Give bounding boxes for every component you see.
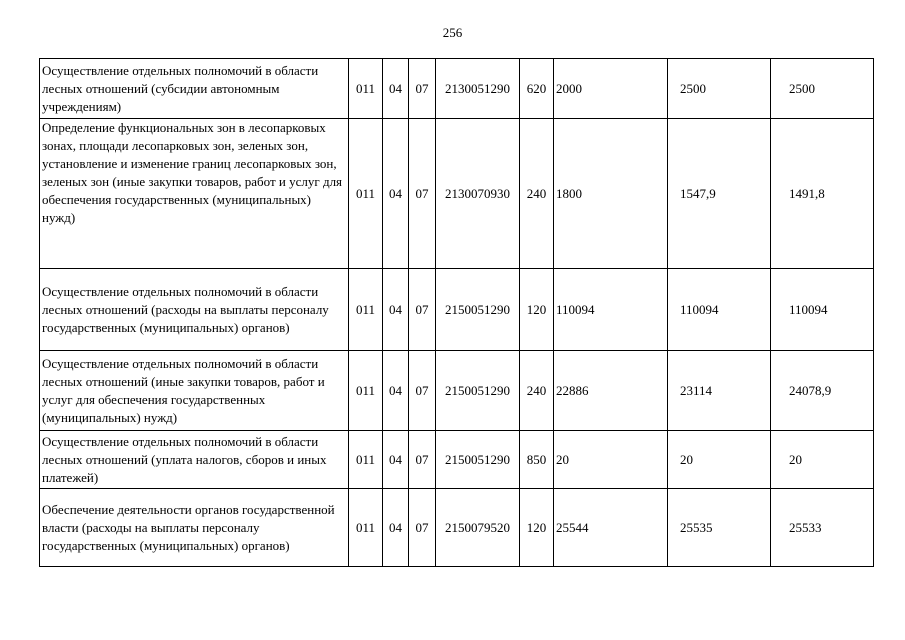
subsection-code-cell: 07	[409, 431, 436, 489]
value-2-cell: 2500	[668, 59, 771, 119]
row-name: Осуществление отдельных полномочий в области лесных отношений (расходы на выплаты персоналу государственных (муниципальных) органов)	[42, 283, 329, 335]
value-3-cell: 1491,8	[771, 119, 874, 269]
target-article-cell: 2130051290	[436, 59, 520, 119]
value-1-cell: 2000	[554, 59, 668, 119]
table-row	[40, 489, 874, 567]
ministry-code-cell: 011	[349, 59, 383, 119]
value-1-cell: 1800	[554, 119, 668, 269]
value-2-cell: 25535	[668, 489, 771, 567]
value-1-cell: 25544	[554, 489, 668, 567]
ministry-code-cell: 011	[349, 431, 383, 489]
expense-type-cell: 240	[520, 119, 554, 269]
target-article-cell: 2150051290	[436, 431, 520, 489]
target-article-cell: 2150051290	[436, 269, 520, 351]
budget-table	[39, 58, 874, 567]
value-3-cell: 20	[771, 431, 874, 489]
value-3-cell: 2500	[771, 59, 874, 119]
target-article-cell: 2130070930	[436, 119, 520, 269]
table-row	[40, 431, 874, 489]
row-name-cell	[40, 351, 349, 431]
expense-type-cell: 620	[520, 59, 554, 119]
table-row	[40, 269, 874, 351]
row-name: Определение функциональных зон в лесопарковых зонах, площади лесопарковых зон, зеленых зон, установление и изменение границ лесопарковых зон, зеленых зон (иные закупки товаров, работ и услуг для обеспечения государственных (муниципальных) нужд)	[42, 120, 343, 225]
ministry-code-cell: 011	[349, 119, 383, 269]
section-code-cell: 04	[383, 351, 409, 431]
target-article-cell: 2150079520	[436, 489, 520, 567]
value-1-cell: 110094	[554, 269, 668, 351]
subsection-code-cell: 07	[409, 269, 436, 351]
row-name: Осуществление отдельных полномочий в области лесных отношений (иные закупки товаров, работ и услуг для обеспечения государственных (муниципальных) нужд)	[42, 355, 325, 425]
table-row	[40, 351, 874, 431]
expense-type-cell: 120	[520, 269, 554, 351]
expense-type-cell: 240	[520, 351, 554, 431]
section-code-cell: 04	[383, 489, 409, 567]
ministry-code-cell: 011	[349, 489, 383, 567]
row-name: Осуществление отдельных полномочий в области лесных отношений (субсидии автономным учреждениям)	[42, 62, 319, 114]
target-article-cell: 2150051290	[436, 351, 520, 431]
subsection-code-cell: 07	[409, 351, 436, 431]
section-code-cell: 04	[383, 431, 409, 489]
table-row	[40, 119, 874, 269]
value-2-cell: 1547,9	[668, 119, 771, 269]
ministry-code-cell: 011	[349, 269, 383, 351]
row-name-cell	[40, 489, 349, 567]
ministry-code-cell: 011	[349, 351, 383, 431]
section-code-cell: 04	[383, 269, 409, 351]
value-3-cell: 25533	[771, 489, 874, 567]
value-2-cell: 20	[668, 431, 771, 489]
row-name-cell	[40, 431, 349, 489]
row-name-cell	[40, 269, 349, 351]
value-2-cell: 110094	[668, 269, 771, 351]
expense-type-cell: 850	[520, 431, 554, 489]
row-name: Осуществление отдельных полномочий в области лесных отношений (уплата налогов, сборов и иных платежей)	[42, 433, 327, 485]
row-name-cell	[40, 119, 349, 269]
row-name-cell	[40, 59, 349, 119]
page-number: 256	[442, 25, 463, 40]
subsection-code-cell: 07	[409, 59, 436, 119]
value-1-cell: 20	[554, 431, 668, 489]
value-1-cell: 22886	[554, 351, 668, 431]
expense-type-cell: 120	[520, 489, 554, 567]
value-2-cell: 23114	[668, 351, 771, 431]
subsection-code-cell: 07	[409, 489, 436, 567]
table-row	[40, 59, 874, 119]
value-3-cell: 110094	[771, 269, 874, 351]
subsection-code-cell: 07	[409, 119, 436, 269]
value-3-cell: 24078,9	[771, 351, 874, 431]
section-code-cell: 04	[383, 59, 409, 119]
row-name: Обеспечение деятельности органов государственной власти (расходы на выплаты персоналу государственных (муниципальных) органов)	[42, 501, 335, 553]
section-code-cell: 04	[383, 119, 409, 269]
